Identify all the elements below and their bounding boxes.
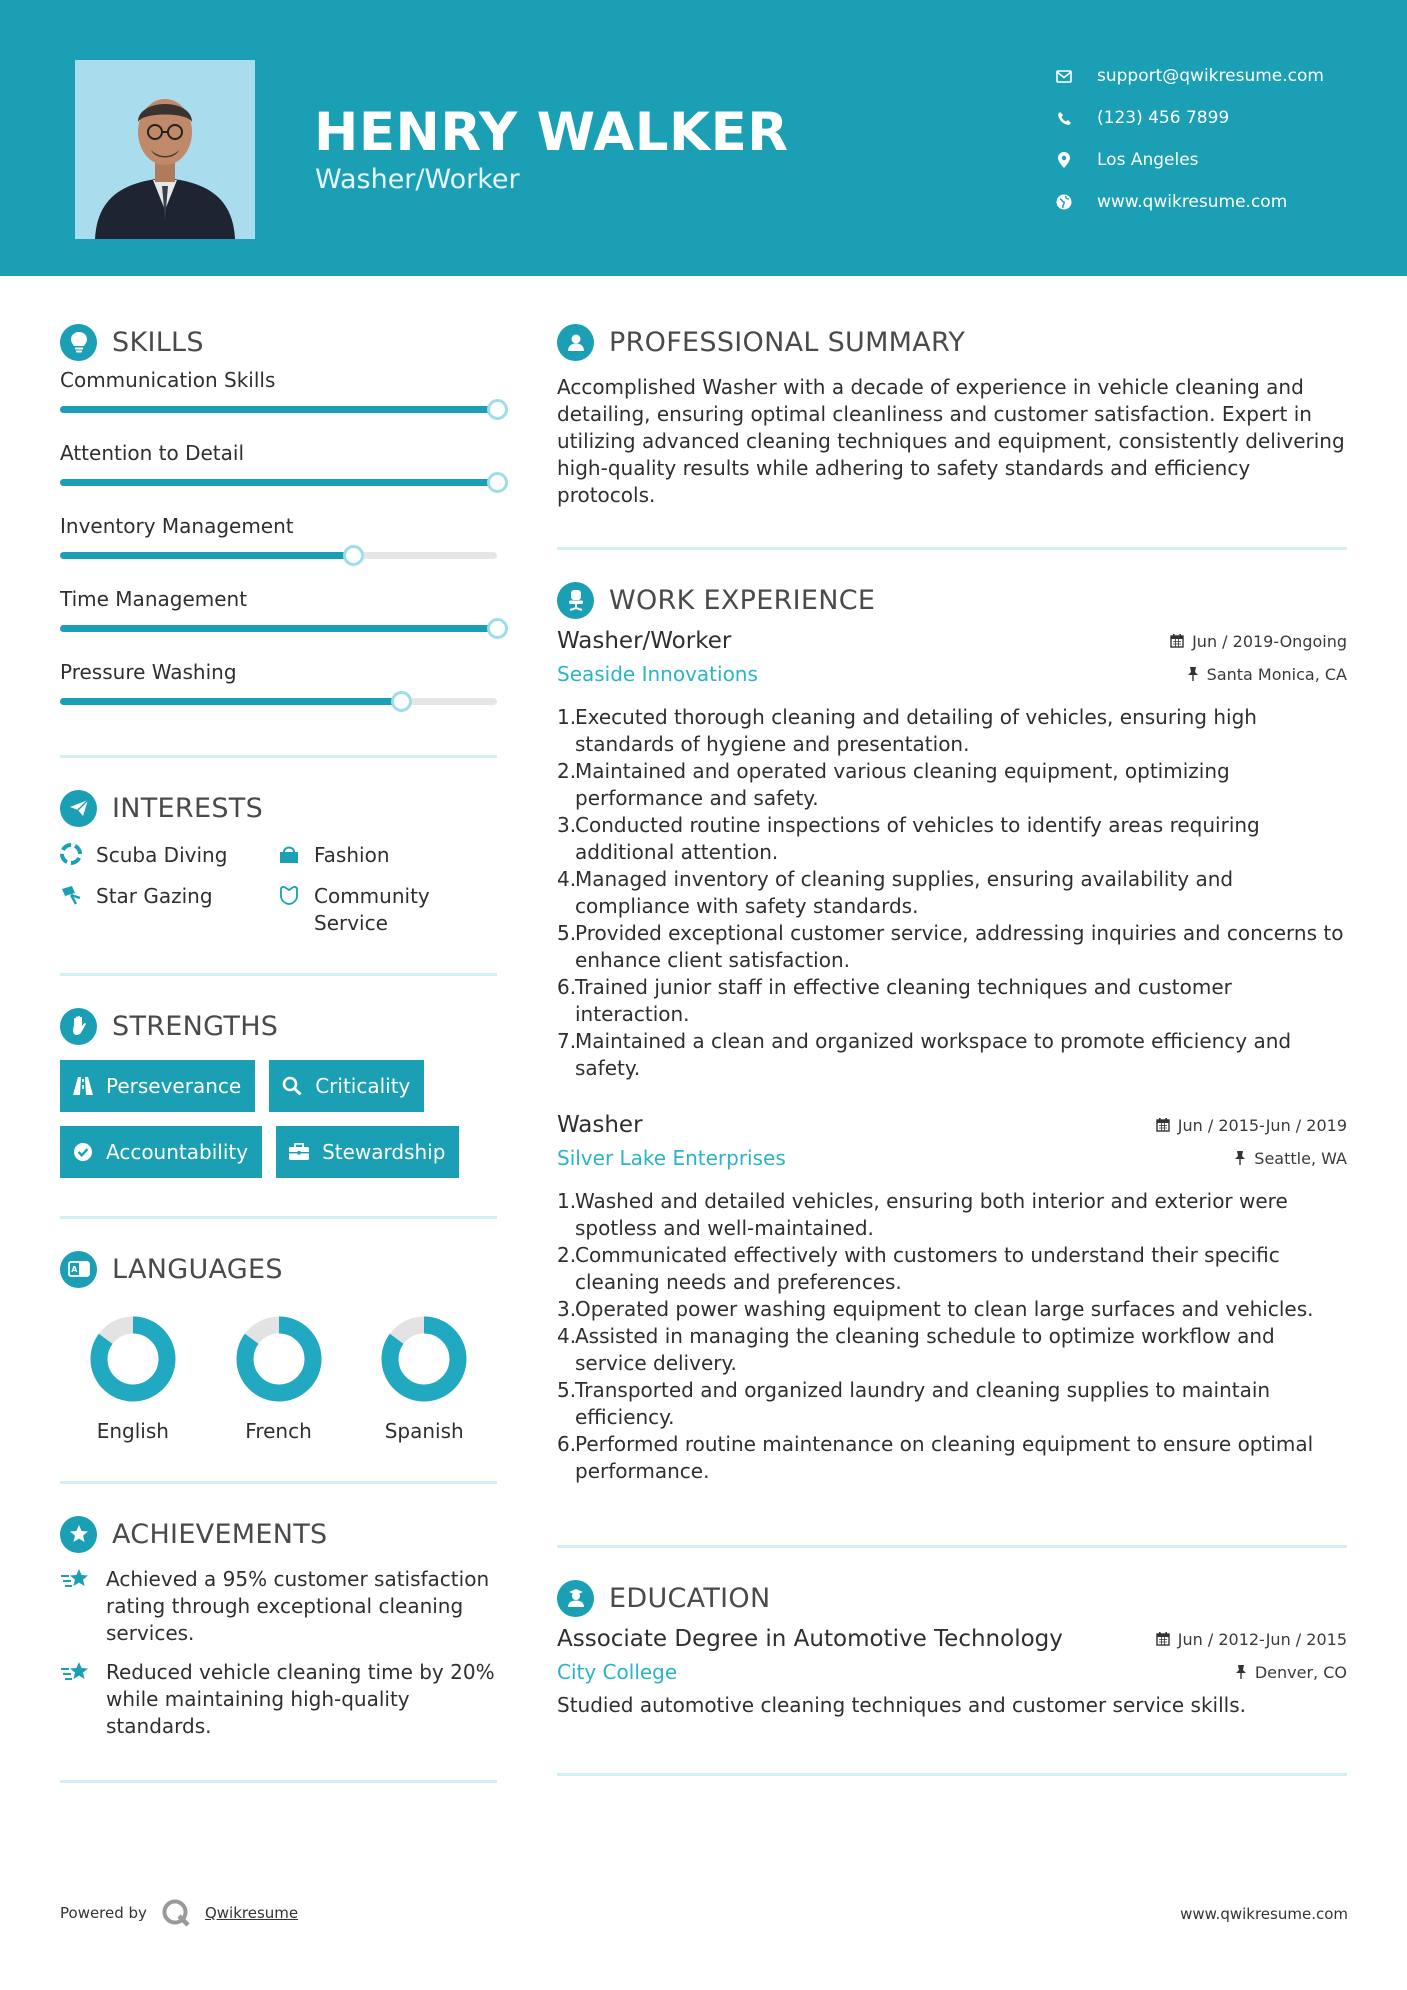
job-entry	[557, 1112, 1347, 1485]
experience-title: WORK EXPERIENCE	[609, 584, 876, 616]
email-text: support@qwikresume.com	[1097, 66, 1324, 86]
achievement-item	[60, 1659, 497, 1740]
job-date-text: Jun / 2019-Ongoing	[1192, 631, 1347, 651]
job-bullet: 6. Performed routine maintenance on cleaning equipment to ensure optimal performance.	[557, 1432, 1314, 1483]
skill-label: Inventory Management	[60, 514, 294, 538]
language-donut	[89, 1315, 177, 1403]
strengths-list	[60, 1060, 497, 1178]
strength-tag	[60, 1126, 262, 1178]
skill-item	[60, 587, 497, 632]
skill-item	[60, 514, 497, 559]
education-date	[1156, 1630, 1347, 1649]
achievements-list	[60, 1566, 497, 1740]
languages-heading	[60, 1249, 497, 1289]
contact-phone[interactable]	[1055, 97, 1324, 139]
interest-label: Fashion	[314, 843, 390, 867]
section-divider	[60, 1481, 497, 1484]
language-item	[206, 1315, 352, 1443]
experience-heading	[557, 580, 1347, 620]
location-pin-icon	[1055, 151, 1073, 169]
graduate-icon	[557, 1580, 594, 1617]
language-item	[351, 1315, 497, 1443]
job-bullet: 5. Provided exceptional customer service, addressing inquiries and concerns to enhance client satisfaction.	[557, 921, 1344, 972]
location-text: Los Angeles	[1097, 150, 1199, 170]
skill-bar-fill	[60, 698, 401, 705]
skill-bar-fill	[60, 625, 497, 632]
heart-hand-icon	[278, 884, 300, 906]
skill-bar	[60, 406, 497, 413]
job-date-text: Jun / 2015-Jun / 2019	[1177, 1115, 1347, 1135]
interest-item	[60, 842, 278, 869]
pushpin-icon	[1234, 1151, 1246, 1165]
website-text: www.qwikresume.com	[1097, 192, 1288, 212]
skill-bar-fill	[60, 552, 353, 559]
calendar-icon	[1156, 1118, 1170, 1132]
handbag-icon	[278, 843, 300, 865]
qwikresume-link[interactable]: Qwikresume	[204, 1904, 299, 1922]
skills-heading	[60, 322, 497, 362]
strength-label: Accountability	[106, 1140, 249, 1164]
svg-text:A: A	[70, 1265, 77, 1274]
user-icon	[557, 324, 594, 361]
skills-list	[60, 368, 497, 705]
language-label: Spanish	[384, 1419, 464, 1443]
briefcase-icon	[288, 1141, 310, 1163]
skill-bar	[60, 552, 497, 559]
job-bullet: 6. Trained junior staff in effective cleaning techniques and customer interaction.	[557, 975, 1232, 1026]
education-date-text: Jun / 2012-Jun / 2015	[1177, 1629, 1347, 1649]
phone-icon	[1055, 109, 1073, 127]
profile-photo	[75, 60, 255, 239]
language-label: English	[96, 1419, 169, 1443]
contact-list	[1055, 55, 1324, 223]
education-description: Studied automotive cleaning techniques and customer service skills.	[557, 1693, 1246, 1717]
skill-item	[60, 441, 497, 486]
footer-website[interactable]: www.qwikresume.com	[1180, 1905, 1348, 1923]
school-name: City College	[557, 1660, 678, 1684]
education-title: EDUCATION	[609, 1582, 771, 1614]
skill-bar-knob	[487, 618, 508, 639]
section-divider	[557, 1773, 1347, 1776]
skill-bar-knob	[487, 399, 508, 420]
achievement-item	[60, 1566, 497, 1647]
language-donut	[235, 1315, 323, 1403]
contact-website[interactable]	[1055, 181, 1324, 223]
skill-bar	[60, 479, 497, 486]
shooting-star-icon	[60, 1659, 92, 1687]
candidate-title: Washer/Worker	[315, 164, 520, 195]
achievement-text: Achieved a 95% customer satisfaction rating through exceptional cleaning services.	[106, 1567, 490, 1645]
interest-label: Star Gazing	[96, 884, 213, 908]
footer-branding	[60, 1898, 298, 1928]
job-location	[1234, 1149, 1347, 1168]
summary-heading	[557, 322, 1347, 362]
shooting-star-icon	[60, 1566, 92, 1594]
phone-text: (123) 456 7899	[1097, 108, 1230, 128]
job-bullet: 3. Operated power washing equipment to clean large surfaces and vehicles.	[557, 1297, 1314, 1321]
skill-bar-fill	[60, 479, 497, 486]
calendar-icon	[1156, 1632, 1170, 1646]
pushpin-icon	[1187, 667, 1199, 681]
interest-label: Community Service	[314, 884, 430, 935]
job-bullet: 4. Assisted in managing the cleaning schedule to optimize workflow and service delivery.	[557, 1324, 1275, 1375]
language-label: French	[245, 1419, 312, 1443]
envelope-icon	[1055, 67, 1073, 85]
job-bullet: 2. Communicated effectively with customers to understand their specific cleaning needs and preferences.	[557, 1243, 1280, 1294]
interests-list	[60, 842, 497, 937]
job-bullets	[557, 1188, 1347, 1485]
interest-label: Scuba Diving	[96, 843, 228, 867]
powered-by-text: Powered by	[60, 1904, 147, 1922]
job-bullet: 1. Executed thorough cleaning and detailing of vehicles, ensuring high standards of hygiene and presentation.	[557, 705, 1257, 756]
summary-text: Accomplished Washer with a decade of experience in vehicle cleaning and detailing, ensuring optimal cleanliness and customer satisfaction. Expert in utilizing advanced cleaning techniques and equipment, consistently delivering high-quality results while adhering to safety standards and efficiency protocols.	[557, 375, 1345, 507]
achievements-title: ACHIEVEMENTS	[112, 1518, 328, 1550]
section-divider	[557, 547, 1347, 550]
summary-title: PROFESSIONAL SUMMARY	[609, 326, 966, 358]
languages-list	[60, 1315, 497, 1443]
skill-bar-knob	[487, 472, 508, 493]
skill-bar-fill	[60, 406, 497, 413]
job-title: Washer	[557, 1112, 643, 1138]
job-company: Seaside Innovations	[557, 662, 758, 686]
office-chair-icon	[557, 582, 594, 619]
achievements-heading	[60, 1514, 497, 1554]
skill-label: Communication Skills	[60, 368, 276, 392]
strength-label: Perseverance	[106, 1074, 242, 1098]
job-bullet: 5. Transported and organized laundry and cleaning supplies to maintain efficiency.	[557, 1378, 1271, 1429]
languages-title: LANGUAGES	[112, 1253, 283, 1285]
globe-icon	[1055, 193, 1073, 211]
paper-plane-icon	[60, 790, 97, 827]
qwikresume-logo-icon	[161, 1898, 191, 1928]
language-donut	[380, 1315, 468, 1403]
strengths-title: STRENGTHS	[112, 1010, 279, 1042]
job-date	[1156, 1116, 1347, 1135]
pushpin-icon	[1235, 1665, 1247, 1679]
strengths-heading	[60, 1006, 497, 1046]
job-bullet: 2. Maintained and operated various cleaning equipment, optimizing performance and safety.	[557, 759, 1230, 810]
lifebuoy-icon	[60, 843, 82, 865]
section-divider	[60, 755, 497, 758]
skill-label: Time Management	[60, 587, 248, 611]
right-column	[557, 276, 1347, 1776]
skill-bar	[60, 625, 497, 632]
lightbulb-icon	[60, 324, 97, 361]
search-icon	[281, 1075, 303, 1097]
strength-label: Stewardship	[322, 1140, 446, 1164]
interest-item	[60, 883, 278, 937]
calendar-icon	[1170, 634, 1184, 648]
strength-label: Criticality	[315, 1074, 411, 1098]
contact-email[interactable]	[1055, 55, 1324, 97]
language-item	[60, 1315, 206, 1443]
skill-item	[60, 660, 497, 705]
interest-item	[278, 883, 497, 937]
skills-title: SKILLS	[112, 326, 204, 358]
section-divider	[60, 1216, 497, 1219]
education-entry	[557, 1626, 1347, 1719]
strength-tag	[60, 1060, 255, 1112]
raised-hand-icon	[60, 1008, 97, 1045]
interest-item	[278, 842, 497, 869]
job-bullet: 4. Managed inventory of cleaning supplies, ensuring availability and compliance with safety standards.	[557, 867, 1234, 918]
interests-heading	[60, 788, 497, 828]
section-divider	[60, 1780, 497, 1783]
job-bullet: 7. Maintained a clean and organized workspace to promote efficiency and safety.	[557, 1029, 1292, 1080]
skill-label: Attention to Detail	[60, 441, 245, 465]
interests-title: INTERESTS	[112, 792, 264, 824]
job-date	[1170, 632, 1347, 651]
job-bullet: 1. Washed and detailed vehicles, ensuring both interior and exterior were spotless and well-maintained.	[557, 1189, 1288, 1240]
candidate-name: HENRY WALKER	[314, 102, 789, 163]
job-title: Washer/Worker	[557, 628, 732, 654]
star-badge-icon	[60, 1516, 97, 1553]
job-entry	[557, 628, 1347, 1082]
left-column	[60, 276, 497, 1783]
resume-header	[0, 0, 1407, 276]
achievement-text: Reduced vehicle cleaning time by 20% while maintaining high-quality standards.	[106, 1660, 495, 1738]
degree-title: Associate Degree in Automotive Technology	[557, 1626, 1063, 1652]
strength-tag	[269, 1060, 424, 1112]
translate-icon	[60, 1251, 97, 1288]
job-location-text: Santa Monica, CA	[1206, 664, 1347, 684]
skill-bar-knob	[343, 545, 364, 566]
road-icon	[72, 1075, 94, 1097]
skill-bar-knob	[391, 691, 412, 712]
section-divider	[557, 1545, 1347, 1548]
job-location	[1187, 665, 1347, 684]
education-location-text: Denver, CO	[1254, 1662, 1347, 1682]
skill-bar	[60, 698, 497, 705]
strength-tag	[276, 1126, 459, 1178]
job-bullets	[557, 704, 1347, 1082]
education-heading	[557, 1578, 1347, 1618]
job-location-text: Seattle, WA	[1254, 1148, 1347, 1168]
skill-item	[60, 368, 497, 413]
section-divider	[60, 973, 497, 976]
telescope-icon	[60, 884, 82, 906]
contact-location	[1055, 139, 1324, 181]
job-bullet: 3. Conducted routine inspections of vehicles to identify areas requiring additional attention.	[557, 813, 1260, 864]
education-location	[1235, 1663, 1347, 1682]
check-circle-icon	[72, 1141, 94, 1163]
job-company: Silver Lake Enterprises	[557, 1146, 786, 1170]
skill-label: Pressure Washing	[60, 660, 237, 684]
